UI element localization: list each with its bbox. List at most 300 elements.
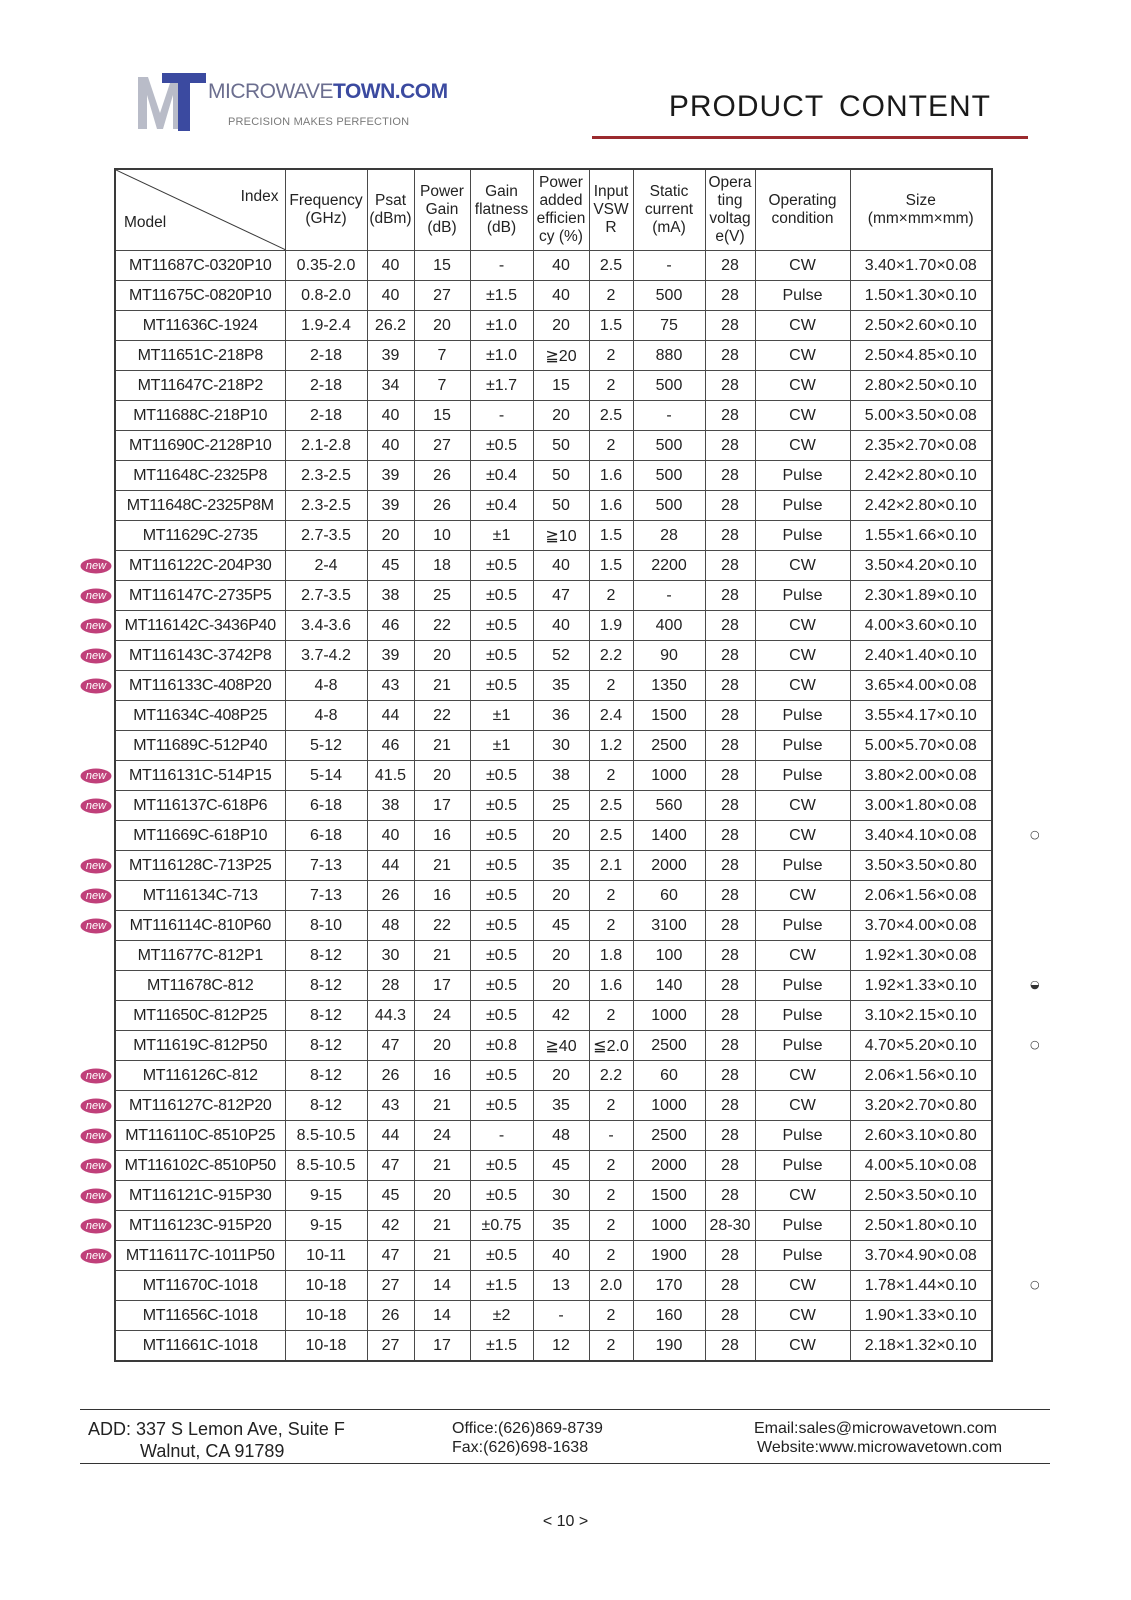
column-header-line: Size [905, 192, 936, 209]
table-cell: 28 [705, 461, 755, 491]
table-row [115, 1151, 992, 1181]
table-cell: 2.3-2.5 [285, 491, 367, 521]
table-cell: 2-18 [285, 341, 367, 371]
table-cell: 45 [367, 1181, 414, 1211]
table-cell: ±0.75 [470, 1211, 533, 1241]
table-cell: Pulse [755, 701, 850, 731]
table-cell: 46 [367, 611, 414, 641]
table-cell: 1.5 [589, 521, 633, 551]
table-cell: 2 [589, 1331, 633, 1362]
table-cell: 20 [533, 971, 589, 1001]
table-cell: 35 [533, 851, 589, 881]
table-cell: ±0.5 [470, 551, 533, 581]
column-header-line: (dB) [486, 219, 517, 236]
table-cell: 2.1 [589, 851, 633, 881]
table-cell: 28 [705, 251, 755, 281]
footer-address [88, 1418, 345, 1462]
new-badge-label: new [85, 679, 107, 692]
table-cell: 3.70×4.00×0.08 [850, 911, 992, 941]
table-cell: 15 [414, 251, 470, 281]
table-cell: ±1 [470, 521, 533, 551]
table-cell: CW [755, 341, 850, 371]
table-row [115, 311, 992, 341]
table-cell: 21 [414, 1241, 470, 1271]
table-cell: 8-12 [285, 941, 367, 971]
table-cell: 3.00×1.80×0.08 [850, 791, 992, 821]
table-cell: 27 [367, 1331, 414, 1362]
table-row [115, 821, 992, 851]
model-cell: MT11648C-2325P8 [115, 461, 285, 491]
table-cell: 2500 [633, 1031, 705, 1061]
table-cell: Pulse [755, 761, 850, 791]
table-cell: ±0.5 [470, 1091, 533, 1121]
table-cell: 2.3-2.5 [285, 461, 367, 491]
table-cell: ±0.5 [470, 911, 533, 941]
table-cell: 40 [367, 431, 414, 461]
table-row [115, 611, 992, 641]
table-cell: Pulse [755, 1121, 850, 1151]
new-badge-label: new [85, 1099, 107, 1112]
address-line-1: ADD: 337 S Lemon Ave, Suite F [88, 1419, 345, 1439]
table-cell: ±0.5 [470, 1241, 533, 1271]
footer-email[interactable]: Email:sales@microwavetown.com [754, 1420, 997, 1437]
table-cell: 4.00×3.60×0.10 [850, 611, 992, 641]
table-body [115, 251, 992, 1362]
table-cell: 2 [589, 1211, 633, 1241]
table-cell: 22 [414, 701, 470, 731]
table-cell: 20 [414, 641, 470, 671]
table-cell: Pulse [755, 1001, 850, 1031]
table-cell: ±1.5 [470, 1331, 533, 1362]
column-header-line: voltag [709, 210, 751, 227]
table-cell: 8-12 [285, 1001, 367, 1031]
new-badge [80, 798, 112, 814]
table-cell: 170 [633, 1271, 705, 1301]
model-cell: MT116131C-514P15 [115, 761, 285, 791]
table-cell: 47 [533, 581, 589, 611]
table-cell: 140 [633, 971, 705, 1001]
table-cell: Pulse [755, 851, 850, 881]
table-cell: 15 [533, 371, 589, 401]
table-cell: 28-30 [705, 1211, 755, 1241]
new-badge [80, 858, 112, 874]
table-cell: CW [755, 1331, 850, 1362]
table-cell: 500 [633, 491, 705, 521]
table-cell: 21 [414, 1151, 470, 1181]
footer-website[interactable]: Website:www.microwavetown.com [757, 1439, 1003, 1456]
model-cell: MT11675C-0820P10 [115, 281, 285, 311]
model-cell: MT11669C-618P10 [115, 821, 285, 851]
table-cell: Pulse [755, 281, 850, 311]
table-cell: 3.50×3.50×0.80 [850, 851, 992, 881]
column-header-line: Gain [425, 201, 459, 218]
table-cell: 160 [633, 1301, 705, 1331]
table-cell: 35 [533, 1211, 589, 1241]
column-header [367, 169, 414, 251]
table-cell: Pulse [755, 1211, 850, 1241]
table-cell: 2.30×1.89×0.10 [850, 581, 992, 611]
table-row [115, 701, 992, 731]
table-cell: 2.50×4.85×0.10 [850, 341, 992, 371]
table-cell: Pulse [755, 1241, 850, 1271]
new-badge-label: new [85, 1159, 107, 1172]
title-underline [592, 136, 1028, 139]
table-cell: 2 [589, 671, 633, 701]
table-cell: 20 [533, 941, 589, 971]
model-cell: MT11634C-408P25 [115, 701, 285, 731]
table-cell: 2 [589, 1091, 633, 1121]
table-row [115, 551, 992, 581]
table-cell: 43 [367, 1091, 414, 1121]
office-phone: Office:(626)869-8739 [452, 1420, 603, 1437]
table-cell: 3.4-3.6 [285, 611, 367, 641]
table-cell: 39 [367, 461, 414, 491]
table-cell: 39 [367, 491, 414, 521]
table-cell: ±1 [470, 731, 533, 761]
table-cell: 14 [414, 1271, 470, 1301]
table-cell: CW [755, 671, 850, 701]
table-cell: 1.9-2.4 [285, 311, 367, 341]
new-badge-label: new [85, 589, 107, 602]
table-cell: 28 [705, 851, 755, 881]
table-cell: CW [755, 791, 850, 821]
column-header-line: Operating [768, 192, 837, 209]
table-cell: 2-4 [285, 551, 367, 581]
table-cell: 8-12 [285, 1031, 367, 1061]
table-cell: Pulse [755, 971, 850, 1001]
table-row [115, 281, 992, 311]
new-badge [80, 588, 112, 604]
column-header-line: R [605, 219, 617, 236]
column-header-line: VSW [593, 201, 629, 218]
column-header-line: current [644, 201, 694, 218]
table-cell: CW [755, 821, 850, 851]
table-cell: CW [755, 941, 850, 971]
table-cell: 28 [705, 581, 755, 611]
table-cell: 1900 [633, 1241, 705, 1271]
table-cell: ±0.5 [470, 1151, 533, 1181]
table-cell: 1.6 [589, 971, 633, 1001]
table-cell: CW [755, 311, 850, 341]
table-cell: 8-10 [285, 911, 367, 941]
table-cell: ±0.8 [470, 1031, 533, 1061]
table-cell: 2 [589, 1001, 633, 1031]
table-cell: 2.1-2.8 [285, 431, 367, 461]
table-cell: ±0.5 [470, 671, 533, 701]
table-cell: 35 [533, 671, 589, 701]
table-cell: 20 [533, 881, 589, 911]
model-cell: MT116143C-3742P8 [115, 641, 285, 671]
table-cell: CW [755, 1181, 850, 1211]
table-cell: 50 [533, 491, 589, 521]
footer-top-rule [80, 1409, 1050, 1410]
table-cell: 27 [414, 281, 470, 311]
model-cell: MT11670C-1018 [115, 1271, 285, 1301]
index-header-label: Index [240, 188, 279, 205]
table-row [115, 731, 992, 761]
table-cell: 16 [414, 1061, 470, 1091]
table-cell: 27 [414, 431, 470, 461]
table-cell: 1.2 [589, 731, 633, 761]
column-header-line: Gain [485, 183, 518, 200]
table-cell: 1.9 [589, 611, 633, 641]
table-cell: 28 [705, 1181, 755, 1211]
table-cell: 40 [533, 1241, 589, 1271]
table-cell: - [633, 401, 705, 431]
table-cell: 1.90×1.33×0.10 [850, 1301, 992, 1331]
table-cell: 42 [533, 1001, 589, 1031]
table-row [115, 971, 992, 1001]
table-cell: 28 [705, 761, 755, 791]
model-cell: MT116142C-3436P40 [115, 611, 285, 641]
table-cell: 2.06×1.56×0.10 [850, 1061, 992, 1091]
row-side-mark: ◒ [1030, 977, 1040, 991]
column-header-line: cy (%) [539, 228, 583, 245]
new-badge [80, 618, 112, 634]
table-cell: 1500 [633, 1181, 705, 1211]
table-cell: 22 [414, 911, 470, 941]
table-cell: 25 [414, 581, 470, 611]
table-cell: 2.2 [589, 1061, 633, 1091]
table-cell: 1.55×1.66×0.10 [850, 521, 992, 551]
table-cell: 44 [367, 1121, 414, 1151]
row-side-mark: ○ [1030, 1277, 1040, 1291]
table-cell: 2000 [633, 1151, 705, 1181]
model-cell: MT116114C-810P60 [115, 911, 285, 941]
table-cell: - [633, 251, 705, 281]
table-cell: 28 [705, 881, 755, 911]
table-cell: 8.5-10.5 [285, 1151, 367, 1181]
model-cell: MT11647C-218P2 [115, 371, 285, 401]
table-cell: 26 [367, 1301, 414, 1331]
column-header-line: Static [649, 183, 689, 200]
table-cell: 30 [367, 941, 414, 971]
new-badge [80, 648, 112, 664]
table-row [115, 491, 992, 521]
new-badge [80, 1128, 112, 1144]
table-cell: 28 [705, 1091, 755, 1121]
model-cell: MT116123C-915P20 [115, 1211, 285, 1241]
table-cell: 26 [367, 1061, 414, 1091]
index-model-header [115, 169, 285, 251]
table-cell: 1000 [633, 1211, 705, 1241]
table-cell: CW [755, 371, 850, 401]
table-cell: 3.10×2.15×0.10 [850, 1001, 992, 1031]
table-cell: 21 [414, 941, 470, 971]
table-cell: ±2 [470, 1301, 533, 1331]
table-cell: 2.18×1.32×0.10 [850, 1331, 992, 1362]
column-header-line: (mA) [652, 219, 686, 236]
table-cell: 3.7-4.2 [285, 641, 367, 671]
table-cell: 45 [533, 911, 589, 941]
table-cell: 1.6 [589, 461, 633, 491]
table-cell: 2-18 [285, 401, 367, 431]
table-cell: 28 [367, 971, 414, 1001]
model-header-label: Model [124, 214, 167, 231]
table-cell: 2.5 [589, 821, 633, 851]
new-badge-label: new [85, 769, 107, 782]
table-cell: 28 [705, 1061, 755, 1091]
table-cell: 1000 [633, 1091, 705, 1121]
table-cell: 10-18 [285, 1271, 367, 1301]
new-badge [80, 1218, 112, 1234]
table-row [115, 1091, 992, 1121]
table-cell: 2.4 [589, 701, 633, 731]
table-cell: 28 [705, 1001, 755, 1031]
table-cell: ±0.5 [470, 1181, 533, 1211]
table-cell: 1.50×1.30×0.10 [850, 281, 992, 311]
new-badge-label: new [85, 619, 107, 632]
table-cell: 0.35-2.0 [285, 251, 367, 281]
table-cell: 28 [705, 371, 755, 401]
table-cell: 28 [705, 431, 755, 461]
table-cell: 2 [589, 761, 633, 791]
table-cell: 14 [414, 1301, 470, 1331]
table-cell: 40 [533, 251, 589, 281]
new-badge-label: new [85, 1219, 107, 1232]
new-badge-label: new [85, 649, 107, 662]
new-badge-label: new [85, 799, 107, 812]
table-cell: 28 [705, 821, 755, 851]
table-cell: 43 [367, 671, 414, 701]
table-cell: 9-15 [285, 1211, 367, 1241]
table-cell: 46 [367, 731, 414, 761]
footer-contact [754, 1419, 1002, 1457]
new-badge [80, 1188, 112, 1204]
table-cell: 2 [589, 581, 633, 611]
table-cell: 20 [533, 311, 589, 341]
table-cell: 40 [367, 821, 414, 851]
table-cell: 2.50×3.50×0.10 [850, 1181, 992, 1211]
table-cell: 12 [533, 1331, 589, 1362]
table-cell: 2 [589, 431, 633, 461]
table-cell: ±0.5 [470, 791, 533, 821]
table-cell: CW [755, 641, 850, 671]
table-cell: CW [755, 1301, 850, 1331]
table-cell: 1.92×1.30×0.08 [850, 941, 992, 971]
table-cell: 47 [367, 1151, 414, 1181]
table-cell: Pulse [755, 1151, 850, 1181]
table-row [115, 371, 992, 401]
table-cell: 8.5-10.5 [285, 1121, 367, 1151]
table-cell: 48 [367, 911, 414, 941]
new-badge-label: new [85, 1069, 107, 1082]
table-cell: 28 [705, 1301, 755, 1331]
model-cell: MT11636C-1924 [115, 311, 285, 341]
table-cell: ±0.5 [470, 851, 533, 881]
table-cell: 7-13 [285, 851, 367, 881]
table-cell: 35 [533, 1091, 589, 1121]
table-cell: 60 [633, 881, 705, 911]
model-cell: MT116102C-8510P50 [115, 1151, 285, 1181]
table-cell: ±0.5 [470, 611, 533, 641]
table-cell: - [470, 251, 533, 281]
column-header-line: e(V) [715, 228, 745, 245]
table-cell: 9-15 [285, 1181, 367, 1211]
model-cell: MT11650C-812P25 [115, 1001, 285, 1031]
table-cell: 16 [414, 821, 470, 851]
table-cell: 2.0 [589, 1271, 633, 1301]
table-cell: 5-14 [285, 761, 367, 791]
table-cell: 500 [633, 461, 705, 491]
table-cell: 21 [414, 1211, 470, 1241]
table-cell: 24 [414, 1001, 470, 1031]
table-row [115, 581, 992, 611]
table-cell: ±0.5 [470, 431, 533, 461]
table-cell: 17 [414, 971, 470, 1001]
table-cell: 13 [533, 1271, 589, 1301]
table-row [115, 1301, 992, 1331]
table-cell: CW [755, 551, 850, 581]
table-cell: 500 [633, 431, 705, 461]
row-side-mark: ○ [1030, 1037, 1040, 1051]
model-cell: MT11629C-2735 [115, 521, 285, 551]
table-cell: 26.2 [367, 311, 414, 341]
table-row [115, 911, 992, 941]
column-header-line: Power [420, 183, 464, 200]
table-cell: 3.80×2.00×0.08 [850, 761, 992, 791]
footer-phone [452, 1419, 603, 1457]
table-cell: 1000 [633, 1001, 705, 1031]
table-cell: 2.5 [589, 251, 633, 281]
table-cell: 1.6 [589, 491, 633, 521]
table-row [115, 521, 992, 551]
table-cell: 28 [705, 611, 755, 641]
table-cell: 8-12 [285, 971, 367, 1001]
model-cell: MT116128C-713P25 [115, 851, 285, 881]
column-header [850, 169, 992, 251]
table-row [115, 1211, 992, 1241]
table-cell: ±0.5 [470, 1061, 533, 1091]
new-badge-label: new [85, 919, 107, 932]
model-cell: MT116134C-713 [115, 881, 285, 911]
model-cell: MT11688C-218P10 [115, 401, 285, 431]
table-cell: 28 [705, 671, 755, 701]
table-cell: 20 [367, 521, 414, 551]
table-row [115, 1121, 992, 1151]
table-cell: 1350 [633, 671, 705, 701]
table-cell: 28 [705, 521, 755, 551]
table-cell: 4.00×5.10×0.08 [850, 1151, 992, 1181]
table-cell: 2.42×2.80×0.10 [850, 491, 992, 521]
table-row [115, 941, 992, 971]
table-cell: 1.5 [589, 551, 633, 581]
table-cell: CW [755, 881, 850, 911]
table-cell: 4-8 [285, 701, 367, 731]
new-badge [80, 888, 112, 904]
table-cell: 30 [533, 1181, 589, 1211]
column-header-line: flatness [474, 201, 529, 218]
column-header-line: (mm×mm×mm) [867, 210, 974, 227]
column-header-line: Opera [708, 174, 752, 191]
table-cell: 2200 [633, 551, 705, 581]
table-cell: 28 [705, 731, 755, 761]
table-cell: ±0.5 [470, 581, 533, 611]
page-number: < 10 > [542, 1513, 589, 1530]
table-cell: ≦2.0 [589, 1031, 633, 1061]
brand-tagline: PRECISION MAKES PERFECTION [228, 116, 410, 128]
table-cell: 41.5 [367, 761, 414, 791]
table-cell: CW [755, 401, 850, 431]
table-cell: 10 [414, 521, 470, 551]
table-cell: 2500 [633, 1121, 705, 1151]
table-cell: CW [755, 611, 850, 641]
table-cell: 30 [533, 731, 589, 761]
table-cell: 40 [367, 251, 414, 281]
table-cell: 90 [633, 641, 705, 671]
table-cell: 17 [414, 791, 470, 821]
model-cell: MT116121C-915P30 [115, 1181, 285, 1211]
